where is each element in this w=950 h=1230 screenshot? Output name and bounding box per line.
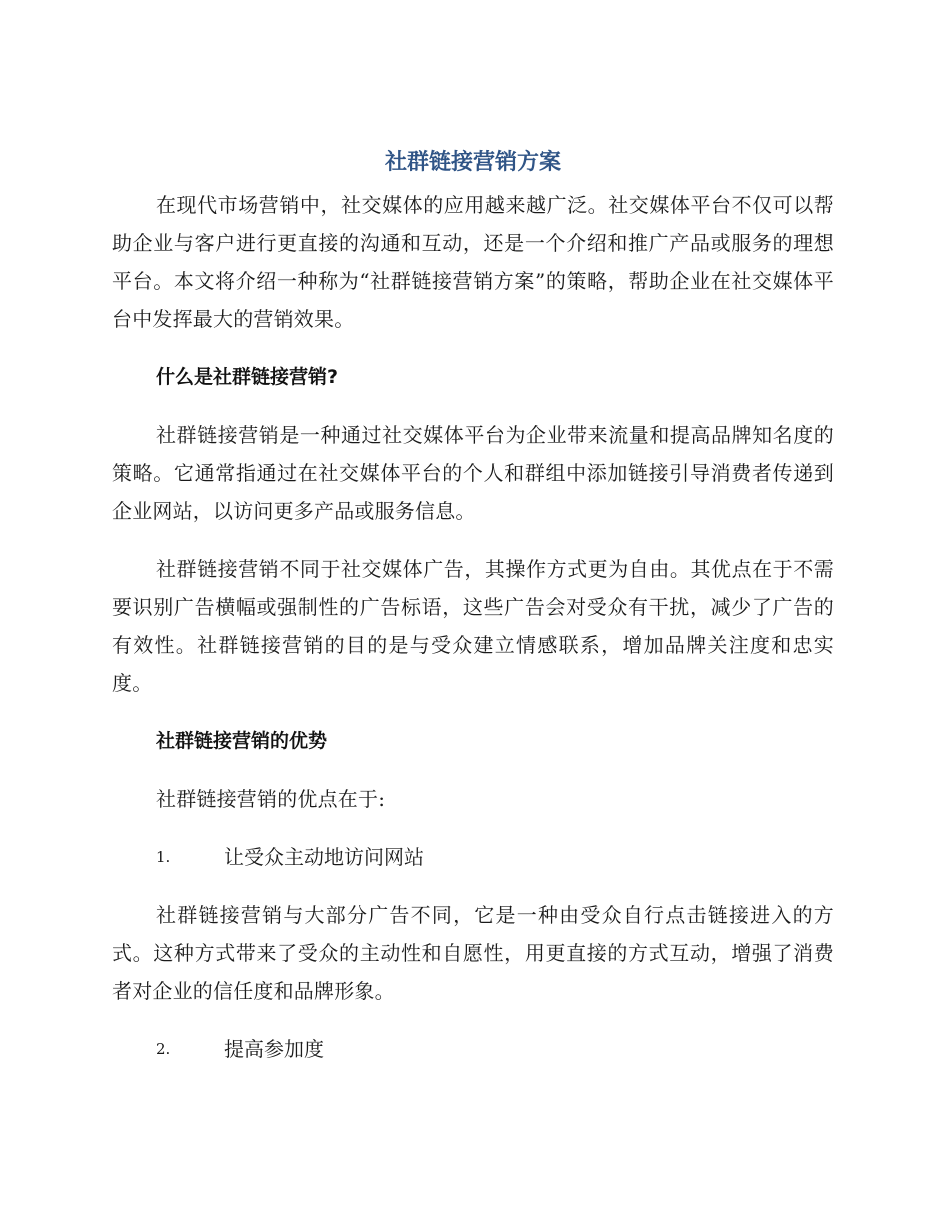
list-item-1-body: 社群链接营销与大部分广告不同，它是一种由受众自行点击链接进入的方式。这种方式带来了受众的主动性和自愿性，用更直接的方式互动，增强了消费者对企业的信任度和品牌形象。 xyxy=(112,903,834,1003)
list-item-1 xyxy=(112,838,834,876)
list-item-number: 1. xyxy=(156,848,171,866)
document-body xyxy=(112,146,834,1088)
list-item-text: 让受众主动地访问网站 xyxy=(224,845,424,869)
list-item-2 xyxy=(112,1030,834,1068)
section-heading-advantages: 社群链接营销的优势 xyxy=(156,730,328,752)
list-item-text: 提高参加度 xyxy=(224,1037,324,1061)
list-item-number: 2. xyxy=(156,1040,171,1058)
definition-paragraph: 社群链接营销是一种通过社交媒体平台为企业带来流量和提高品牌知名度的策略。它通常指通过在社交媒体平台的个人和群组中添加链接引导消费者传递到企业网站，以访问更多产品或服务信息。 xyxy=(112,423,834,523)
advantages-lead-paragraph: 社群链接营销的优点在于: xyxy=(156,787,386,811)
document-title: 社群链接营销方案 xyxy=(384,150,561,175)
comparison-paragraph: 社群链接营销不同于社交媒体广告，其操作方式更为自由。其优点在于不需要识别广告横幅或强制性的广告标语，这些广告会对受众有干扰，减少了广告的有效性。社群链接营销的目的是与受众建立情感联系，增加品牌关注度和忠实度。 xyxy=(112,557,834,695)
section-heading-what-is: 什么是社群链接营销? xyxy=(156,366,339,388)
intro-paragraph: 在现代市场营销中，社交媒体的应用越来越广泛。社交媒体平台不仅可以帮助企业与客户进行更直接的沟通和互动，还是一个介绍和推广产品或服务的理想平台。本文将介绍一种称为“社群链接营销方案”的策略，帮助企业在社交媒体平台中发挥最大的营销效果。 xyxy=(112,193,834,331)
